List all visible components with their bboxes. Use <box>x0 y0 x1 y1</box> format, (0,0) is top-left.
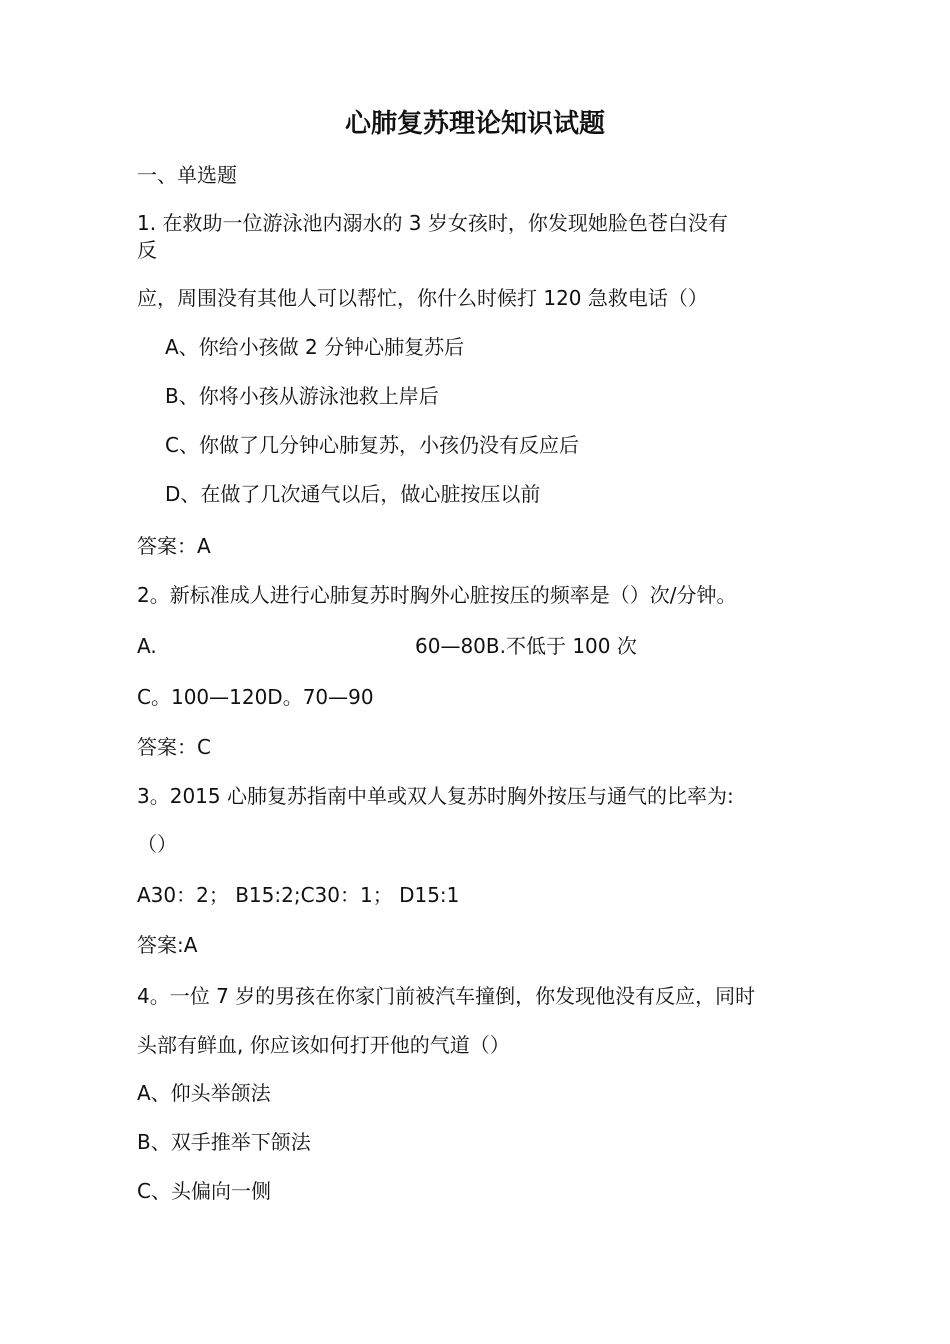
question-4-line-2: 头部有鲜血, 你应该如何打开他的气道（） <box>137 1033 510 1057</box>
question-4-line-1: 4。一位 7 岁的男孩在你家门前被汽车撞倒，你发现他没有反应，同时 <box>137 984 756 1008</box>
question-1-answer: 答案：A <box>137 534 211 558</box>
question-3-line-1: 3。2015 心肺复苏指南中单或双人复苏时胸外按压与通气的比率为: <box>137 784 734 808</box>
question-1-option-c: C、你做了几分钟心肺复苏，小孩仍没有反应后 <box>165 433 579 457</box>
question-3-line-2: （） <box>137 832 177 856</box>
question-1-option-d: D、在做了几次通气以后，做心脏按压以前 <box>165 482 541 506</box>
question-1-option-a: A、你给小孩做 2 分钟心肺复苏后 <box>165 335 465 359</box>
question-1-line-3: 应，周围没有其他人可以帮忙，你什么时候打 120 急救电话（） <box>137 286 708 310</box>
section-heading: 一、单选题 <box>137 163 237 187</box>
question-3-answer: 答案:A <box>137 933 198 957</box>
question-4-option-c: C、头偏向一侧 <box>137 1179 271 1203</box>
question-4-option-b: B、双手推举下颌法 <box>137 1130 311 1154</box>
question-2-answer: 答案：C <box>137 735 211 759</box>
question-1-line-2: 反 <box>137 238 157 262</box>
question-1-option-b: B、你将小孩从游泳池救上岸后 <box>165 384 439 408</box>
question-2-options-cd: C。100—120D。70—90 <box>137 685 374 709</box>
page-title: 心肺复苏理论知识试题 <box>344 109 605 139</box>
question-2-option-a-value: 60—80B.不低于 100 次 <box>415 634 637 658</box>
question-2-option-a-label: A. <box>137 634 157 658</box>
question-1-line-1: 1. 在救助一位游泳池内溺水的 3 岁女孩时，你发现她脸色苍白没有 <box>137 211 728 235</box>
question-2-line-1: 2。新标准成人进行心肺复苏时胸外心脏按压的频率是（）次/分钟。 <box>137 583 737 607</box>
question-4-option-a: A、仰头举颌法 <box>137 1081 271 1105</box>
question-3-options: A30：2； B15:2;C30：1； D15:1 <box>137 883 460 907</box>
